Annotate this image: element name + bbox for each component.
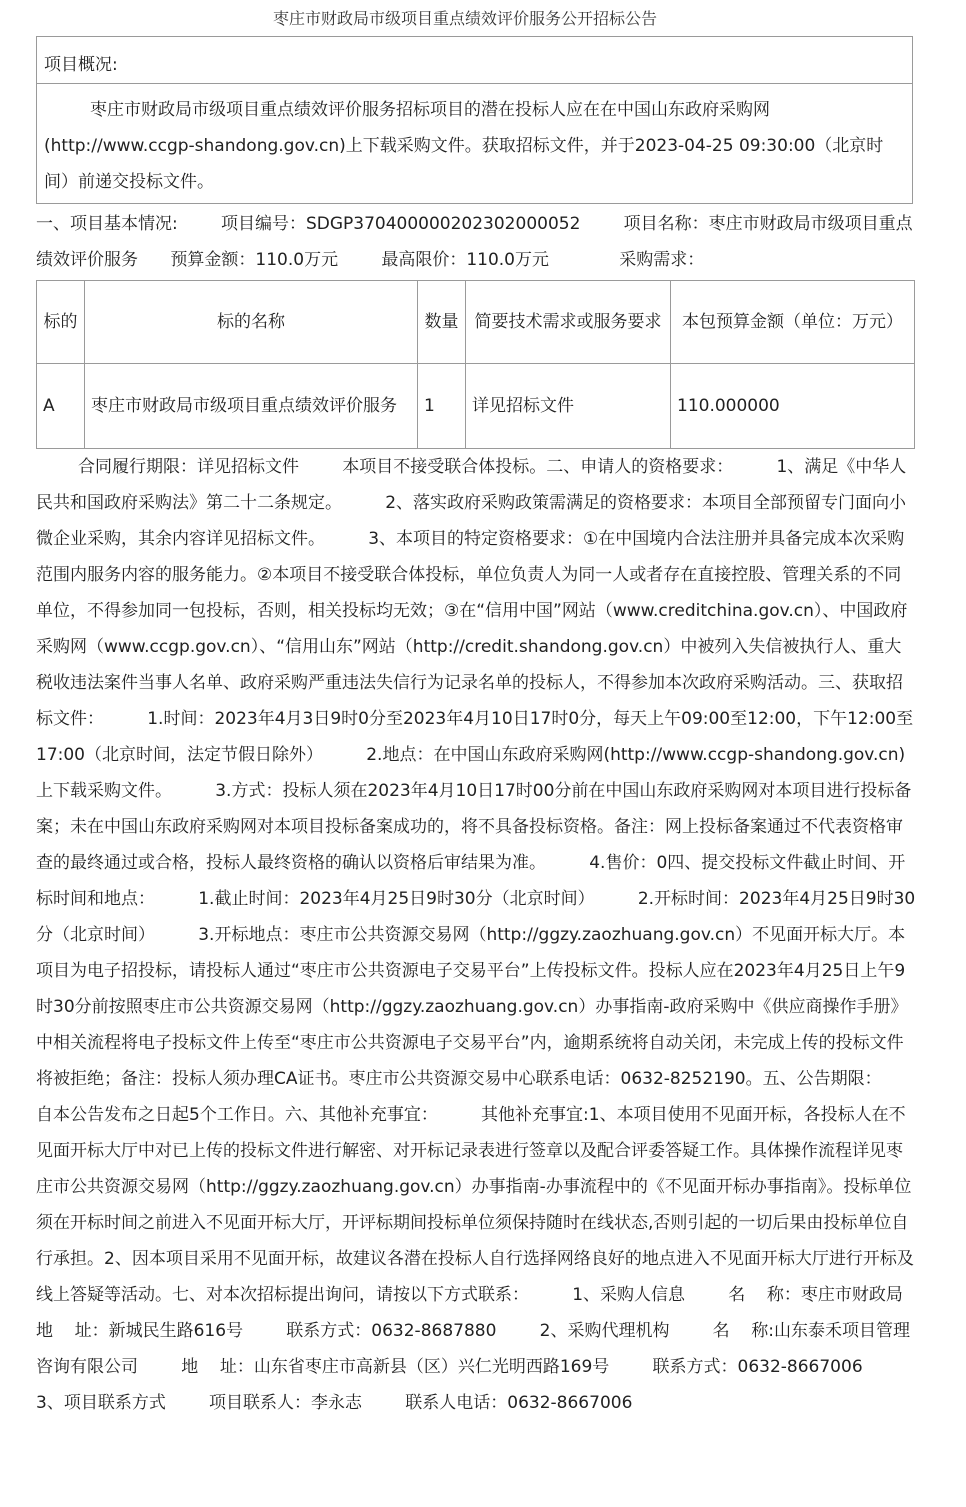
cell-lot-name: 枣庄市财政局市级项目重点绩效评价服务: [85, 364, 418, 449]
header-requirements: 简要技术需求或服务要求: [466, 281, 671, 364]
header-lot-name: 标的名称: [85, 281, 418, 364]
header-budget: 本包预算金额（单位：万元）: [671, 281, 915, 364]
overview-heading-box: [36, 36, 913, 84]
cell-requirements: 详见招标文件: [466, 364, 671, 449]
header-quantity: 数量: [418, 281, 466, 364]
overview-text: 枣庄市财政局市级项目重点绩效评价服务招标项目的潜在投标人应在在中国山东政府采购网(http://www.ccgp-shandong.gov.cn)上下载采购文件。获取招标文件，并于2023-04-25 09:30:00（北京时间）前递交投标文件。: [44, 100, 884, 192]
cell-budget: 110.000000: [671, 364, 915, 449]
header-lot: 标的: [37, 281, 85, 364]
basic-info: 一、项目基本情况: 项目编号：SDGP370400000202302000052 项目名称：枣庄市财政局市级项目重点绩效评价服务 预算金额：110.0万元 最高限价：110.0万元 采购需求：: [36, 214, 913, 270]
table-row: [37, 364, 915, 449]
overview-heading: 项目概况:: [44, 55, 118, 75]
requirements-table: [36, 280, 915, 449]
cell-lot: A: [37, 364, 85, 449]
page-title: 枣庄市财政局市级项目重点绩效评价服务公开招标公告: [272, 9, 657, 28]
announcement-body: 合同履行期限：详见招标文件 本项目不接受联合体投标。二、申请人的资格要求： 1、满足《中华人民共和国政府采购法》第二十二条规定。 2、落实政府采购政策需满足的资格要求：本项目全部预留专门面向小微企业采购，其余内容详见招标文件。 3、本项目的特定资格要求：①在中国境内合法注册并具备完成本次采购范围内服务内容的服务能力。②本项目不接受联合体投标，单位负责人为同一人或者存在直接控股、管理关系的不同单位，不得参加同一包投标，否则，相关投标均无效；③在“信用中国”网站（www.creditchina.gov.cn）、中国政府采购网（www.ccgp.gov.cn）、“信用山东”网站（http://credit.shandong.gov.cn）中被列入失信被执行人、重大税收违法案件当事人名单、政府采购严重违法失信行为记录名单的投标人，不得参加本次政府采购活动。三、获取招标文件： 1.时间：2023年4月3日9时0分至2023年4月10日17时0分，每天上午09:00至12:00，下午12:00至17:00（北京时间，法定节假日除外） 2.地点：在中国山东政府采购网(http://www.ccgp-shandong.gov.cn)上下载采购文件。 3.方式：投标人须在2023年4月10日17时00分前在中国山东政府采购网对本项目进行投标备案；未在中国山东政府采购网对本项目投标备案成功的，将不具备投标资格。备注：网上投标备案通过不代表资格审查的最终通过或合格，投标人最终资格的确认以资格后审结果为准。 4.售价：0四、提交投标文件截止时间、开标时间和地点： 1.截止时间：2023年4月25日9时30分（北京时间） 2.开标时间：2023年4月25日9时30分（北京时间） 3.开标地点：枣庄市公共资源交易网（http://ggzy.zaozhuang.gov.cn）不见面开标大厅。本项目为电子招投标，请投标人通过“枣庄市公共资源电子交易平台”上传投标文件。投标人应在2023年4月25日上午9时30分前按照枣庄市公共资源交易网（http://ggzy.zaozhuang.gov.cn）办事指南-政府采购中《供应商操作手册》中相关流程将电子投标文件上传至“枣庄市公共资源电子交易平台”内，逾期系统将自动关闭，未完成上传的投标文件将被拒绝；备注：投标人须办理CA证书。枣庄市公共资源交易中心联系电话：0632-8252190。五、公告期限： 自本公告发布之日起5个工作日。六、其他补充事宜： 其他补充事宜:1、本项目使用不见面开标，各投标人在不见面开标大厅中对已上传的投标文件进行解密、对开标记录表进行签章以及配合评委答疑工作。具体操作流程详见枣庄市公共资源交易网（http://ggzy.zaozhuang.gov.cn）办事指南-办事流程中的《不见面开标办事指南》。投标单位须在开标时间之前进入不见面开标大厅，开评标期间投标单位须保持随时在线状态,否则引起的一切后果由投标单位自行承担。2、因本项目采用不见面开标，故建议各潜在投标人自行选择网络良好的地点进入不见面开标大厅进行开标及线上答疑等活动。七、对本次招标提出询问，请按以下方式联系： 1、采购人信息 名 称：枣庄市财政局 地 址：新城民生路616号 联系方式：0632-8687880 2、采购代理机构 名 称:山东泰禾项目管理咨询有限公司 地 址：山东省枣庄市高新县（区）兴仁光明西路169号 联系方式：0632-8667006 3、项目联系方式 项目联系人：李永志 联系人电话：0632-8667006: [36, 457, 947, 1413]
cell-quantity: 1: [418, 364, 466, 449]
overview-body-box: [36, 84, 913, 204]
table-header-row: [37, 281, 915, 364]
